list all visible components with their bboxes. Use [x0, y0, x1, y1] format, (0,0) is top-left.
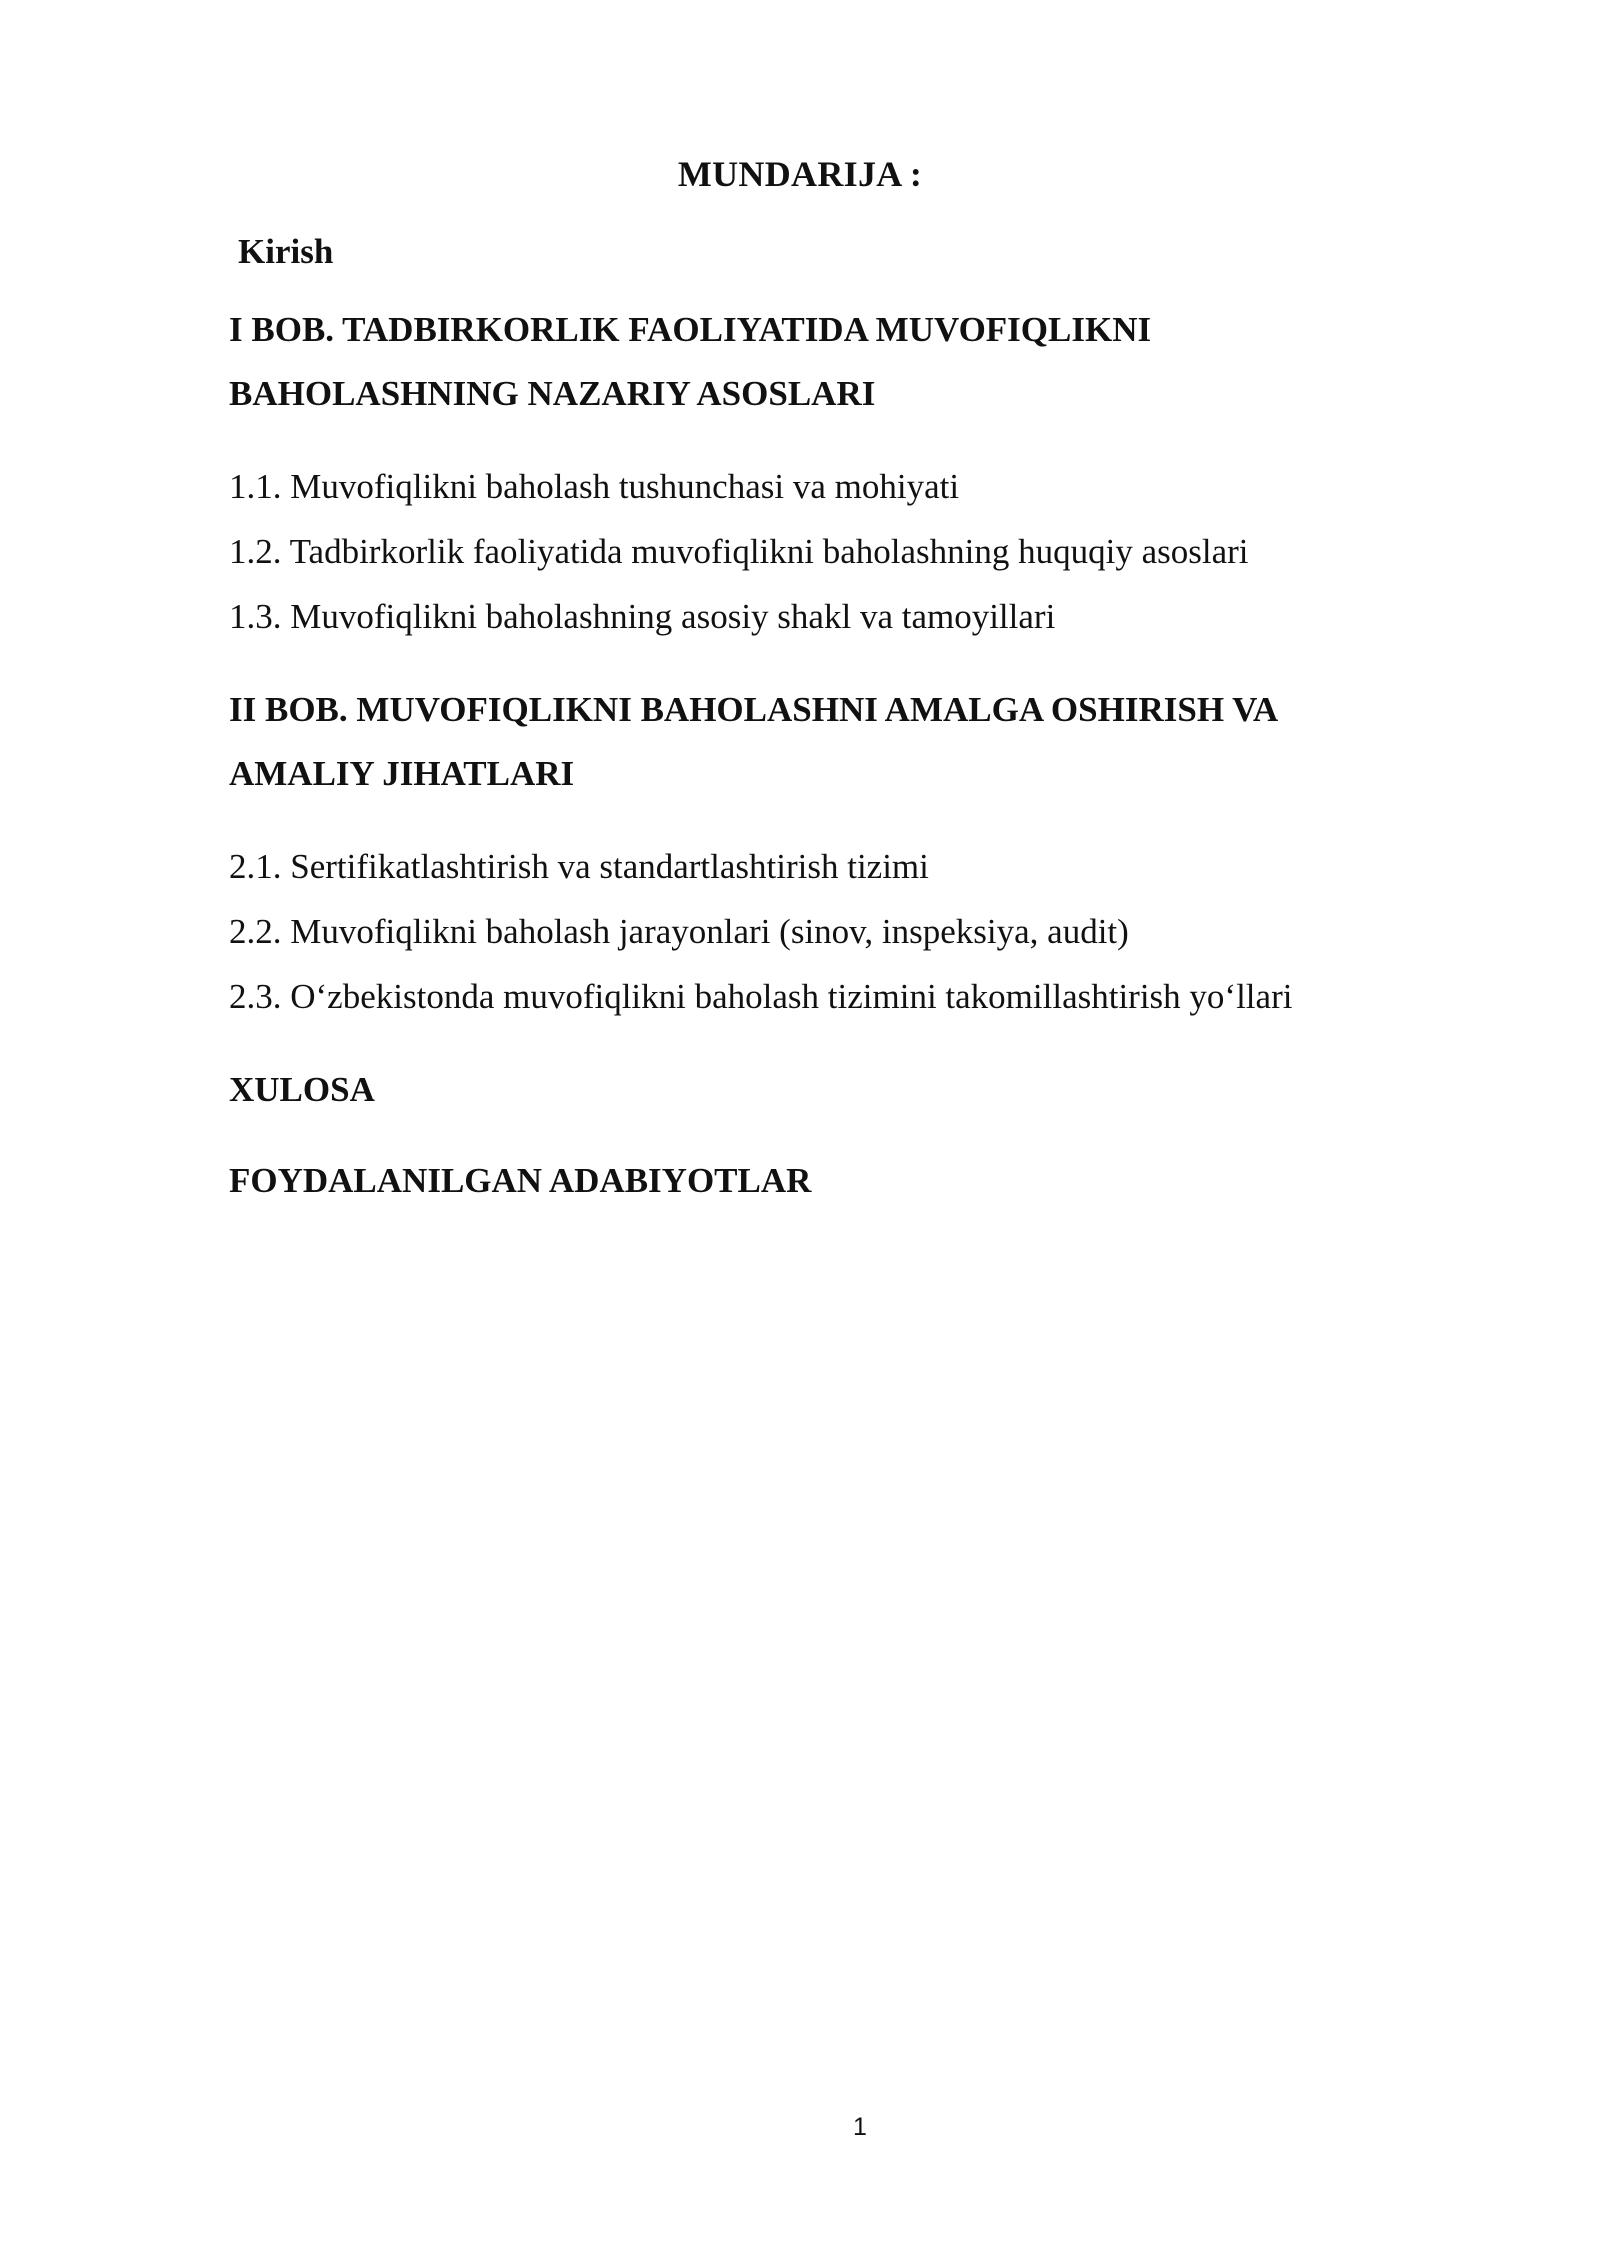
toc-chapter2-line1: II BOB. MUVOFIQLIKNI BAHOLASHNI AMALGA OSHIRISH VA — [229, 690, 1279, 729]
toc-chapter2-line2: AMALIY JIHATLARI — [229, 754, 575, 793]
toc-section-1-3: 1.3. Muvofiqlikni baholashning asosiy shakl va tamoyillari — [229, 597, 1056, 636]
toc-references: FOYDALANILGAN ADABIYOTLAR — [229, 1161, 812, 1200]
page-title: MUNDARIJA : — [677, 154, 923, 194]
toc-section-2-2: 2.2. Muvofiqlikni baholash jarayonlari (sinov, inspeksiya, audit) — [229, 912, 1129, 951]
toc-intro: Kirish — [238, 232, 334, 271]
toc-chapter1-line2: BAHOLASHNING NAZARIY ASOSLARI — [229, 374, 876, 413]
toc-conclusion: XULOSA — [229, 1070, 375, 1109]
toc-section-1-1: 1.1. Muvofiqlikni baholash tushunchasi va mohiyati — [229, 467, 960, 506]
toc-section-2-1: 2.1. Sertifikatlashtirish va standartlashtirish tizimi — [229, 847, 929, 886]
page-number: 1 — [853, 2113, 867, 2141]
toc-section-1-2: 1.2. Tadbirkorlik faoliyatida muvofiqlikni baholashning huquqiy asoslari — [229, 532, 1249, 571]
toc-chapter1-line1: I BOB. TADBIRKORLIK FAOLIYATIDA MUVOFIQLIKNI — [229, 310, 1152, 349]
toc-section-2-3: 2.3. O‘zbekistonda muvofiqlikni baholash tizimini takomillashtirish yo‘llari — [229, 977, 1293, 1016]
